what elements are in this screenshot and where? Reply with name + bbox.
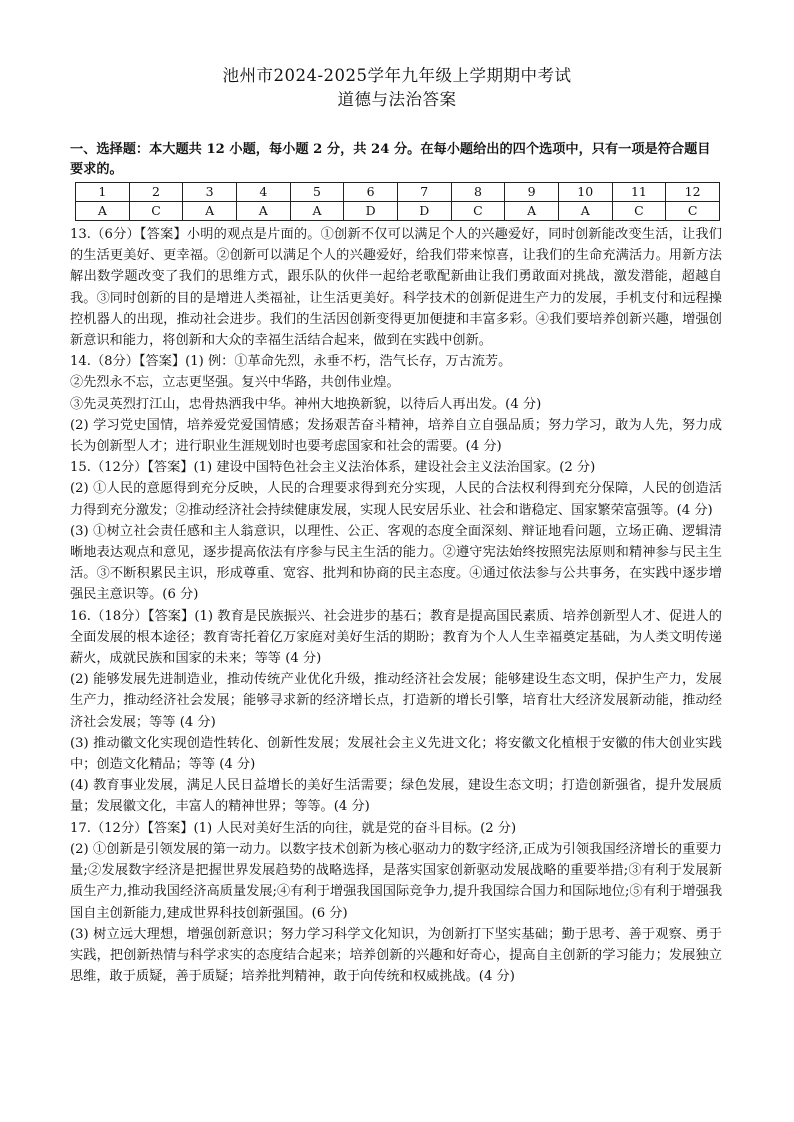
answer-cell: A <box>558 202 612 221</box>
answer-paragraph: 16.（18分）【答案】(1) 教育是民族振兴、社会进步的基石；教育是提高国民素质、培养创新型人才、促进人的全面发展的根本途径；教育寄托着亿万家庭对美好生活的期盼；教育为个人人生幸福奠定基础，为人类文明传递薪火，成就民族和国家的未来；等等 (4 分) <box>70 608 722 667</box>
answer-cell: A <box>183 202 237 221</box>
section-heading: 一、选择题：本大题共 12 小题，每小题 2 分，共 24 分。在每小题给出的四个选项中，只有一项是符合题目要求的。 <box>70 142 711 177</box>
answer-paragraph: (2) 能够发展先进制造业，推动传统产业优化升级，推动经济社会发展；能够建设生态文明，保护生产力，发展生产力，推动经济社会发展；能够寻求新的经济增长点，打造新的增长引擎，培育壮大经济发展新动能，推动经济社会发展；等等 (4 分) <box>70 672 722 730</box>
answer-table <box>75 182 720 221</box>
answer-cell: A <box>505 202 559 221</box>
answer-table-number-row <box>76 183 720 202</box>
answer-paragraph: (2) 学习党史国情，培养爱党爱国情感；发扬艰苦奋斗精神，培养自立自强品质；努力学习，敢为人先，努力成长为创新型人才；进行职业生涯规划时也要考虑国家和社会的需要。(4 分) <box>70 417 722 455</box>
answer-table-answer-row <box>76 202 720 221</box>
document-title: 池州市2024-2025学年九年级上学期期中考试 <box>222 66 572 85</box>
answer-cell: C <box>129 202 183 221</box>
answer-paragraph: 17.（12分）【答案】(1) 人民对美好生活的向往，就是党的奋斗目标。(2 分) <box>70 820 517 836</box>
answer-paragraph: (2) ①人民的意愿得到充分反映，人民的合理要求得到充分实现，人民的合法权利得到充分保障，人民的创造活力得到充分激发；②推动经济社会持续健康发展，实现人民安居乐业、社会和谐稳定、国家繁荣富强等。(4 分) <box>70 481 722 518</box>
question-number-cell: 7 <box>397 183 451 202</box>
answer-cell: D <box>397 202 451 221</box>
answer-cell: C <box>612 202 666 221</box>
answer-cell: A <box>290 202 344 221</box>
answer-paragraph: (4) 教育事业发展，满足人民日益增长的美好生活需要；绿色发展，建设生态文明；打造创新强省，提升发展质量；发展徽文化，丰富人的精神世界；等等。(4 分) <box>70 778 722 815</box>
answer-cell: C <box>666 202 720 221</box>
question-number-cell: 9 <box>505 183 559 202</box>
answer-paragraph: ②先烈永不忘，立志更坚强。复兴中华路，共创伟业煌。 <box>70 375 400 391</box>
question-number-cell: 8 <box>451 183 505 202</box>
answer-cell: C <box>451 202 505 221</box>
answer-cell: A <box>236 202 290 221</box>
question-number-cell: 4 <box>236 183 290 202</box>
question-number-cell: 12 <box>666 183 720 202</box>
question-number-cell: 6 <box>344 183 398 202</box>
answer-body <box>70 224 722 987</box>
question-number-cell: 10 <box>558 183 612 202</box>
answer-paragraph: (3) ①树立社会责任感和主人翁意识，以理性、公正、客观的态度全面深刻、辩证地看问题，立场正确、逻辑清晰地表达观点和意见，逐步提高依法有序参与民主生活的能力。②遵守宪法始终按照宪法原则和精神参与民主生活。③不断积累民主识，形成尊重、宽容、批判和协商的民主态度。④通过依法参与公共事务，在实践中逐步增强民主意识等。(6 分) <box>70 523 722 603</box>
answer-cell: A <box>76 202 130 221</box>
answer-paragraph: 15.（12分）【答案】(1) 建设中国特色社会主义法治体系，建设社会主义法治国家。(2 分) <box>70 460 596 476</box>
question-number-cell: 3 <box>183 183 237 202</box>
document-subtitle: 道德与法治答案 <box>337 90 457 109</box>
question-number-cell: 5 <box>290 183 344 202</box>
answer-paragraph: 14.（8分）【答案】(1) 例：①革命先烈，永垂不朽，浩气长存，万古流芳。 <box>70 354 512 370</box>
answer-paragraph: ③先灵英烈打江山，忠骨热洒我中华。神州大地换新貌，以待后人再出发。(4 分) <box>70 396 542 412</box>
answer-paragraph: (2) ①创新是引领发展的第一动力。以数字技术创新为核心驱动力的数字经济,正成为引领我国经济增长的重要力量;②发展数字经济是把握世界发展趋势的战略选择，是落实国家创新驱动发展战略的重要举措;③有利于发展新质生产力,推动我国经济高质量发展;④有利于增强我国国际竞争力,提升我国综合国力和国际地位;⑤有利于增强我国自主创新能力,建成世界科技创新强国。(6 分) <box>70 841 722 921</box>
answer-paragraph: 13.（6分）【答案】小明的观点是片面的。①创新不仅可以满足个人的兴趣爱好，同时创新能改变生活，让我们的生活更美好、更幸福。②创新可以满足个人的兴趣爱好，给我们带来惊喜，让我们的生命充满活力。用新方法解出数学题改变了我们的思维方式，跟乐队的伙伴一起给老歌配新曲让我们勇敢面对挑战，激发潜能，超越自我。③同时创新的目的是增进人类福祉，让生活更美好。科学技术的创新促进生产力的发展，手机支付和远程操控机器人的出现，推动社会进步。我们的生活因创新变得更加便捷和丰富多彩。④我们要培养创新兴趣，增强创新意识和能力，将创新和大众的幸福生活结合起来，做到在实践中创新。 <box>70 227 722 349</box>
question-number-cell: 11 <box>612 183 666 202</box>
answer-paragraph: (3) 树立远大理想，增强创新意识；努力学习科学文化知识，为创新打下坚实基础；勤于思考、善于观察、勇于实践，把创新热情与科学求实的态度结合起来；培养创新的兴趣和好奇心，提高自主创新的学习能力；发展独立思维，敢于质疑，善于质疑；培养批判精神，敢于向传统和权威挑战。(4 分) <box>70 926 722 985</box>
answer-cell: D <box>344 202 398 221</box>
question-number-cell: 1 <box>76 183 130 202</box>
question-number-cell: 2 <box>129 183 183 202</box>
answer-paragraph: (3) 推动徽文化实现创造性转化、创新性发展；发展社会主义先进文化；将安徽文化植根于安徽的伟大创业实践中；创造文化精品；等等 (4 分) <box>70 735 722 773</box>
